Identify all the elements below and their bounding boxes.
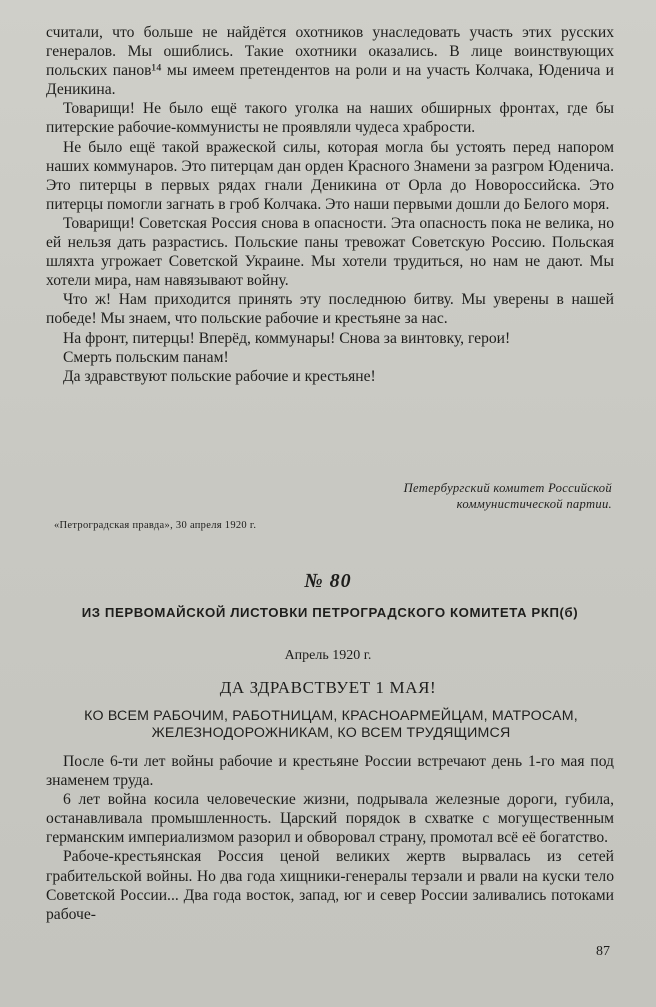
document-heading: ИЗ ПЕРВОМАЙСКОЙ ЛИСТОВКИ ПЕТРОГРАДСКОГО КОМИТЕТА РКП(б): [81, 605, 579, 620]
paragraph: На фронт, питерцы! Вперёд, коммунары! Снова за винтовку, герои!: [63, 329, 511, 347]
main-text-bottom: [46, 752, 614, 924]
paragraph: Рабоче-крестьянская Россия ценой великих жертв вырвалась из сетей грабительской войны. Но два года хищники-генералы терзали и рвали на куски тело Советской России... Два года восток, запад, юг и север России заливались потоками рабоче-: [46, 848, 614, 923]
paragraph: считали, что больше не найдётся охотников унаследовать участь этих русских генералов. Мы ошиблись. Такие охотники оказались. В лице воинствующих польских панов¹⁴ мы имеем претендентов на роли и на участь Колчака, Юденича и Деникина.: [46, 24, 614, 99]
main-text-top: [46, 23, 614, 386]
paragraph: Товарищи! Советская Россия снова в опасности. Эта опасность пока не велика, но ей нельзя дать разрастись. Польские паны тревожат Советскую Россию. Польская шляхта угрожает Советской Украине. Мы хотели трудиться, но нам не дают. Мы хотели мира, нам навязывают войну.: [46, 214, 614, 290]
document-number: № 80: [304, 570, 352, 592]
address-heading: КО ВСЕМ РАБОЧИМ, РАБОТНИЦАМ, КРАСНОАРМЕЙЦАМ, МАТРОСАМ, ЖЕЛЕЗНОДОРОЖНИКАМ, КО ВСЕМ ТРУДЯЩИМСЯ: [84, 708, 578, 741]
paragraph: 6 лет война косила человеческие жизни, подрывала железные дороги, губила, останавливала промышленность. Царский порядок в схватке с могущественным германским империализмом разорил и обворовал страну, промотал всё её богатство.: [46, 791, 614, 847]
paragraph: Не было ещё такой вражеской силы, которая могла бы устоять перед напором наших коммунаров. Это питерцам дан орден Красного Знамени за разгром Юденича. Это питерцы в первых рядах гнали Деникина от Орла до Новороссийска. Это питерцы помогли загнать в гроб Колчака. Это наши первыми дошли до Белого моря.: [46, 138, 614, 213]
signature-line: коммунистической партии.: [456, 497, 612, 511]
paragraph: Смерть польским панам!: [63, 348, 229, 366]
paragraph: Товарищи! Не было ещё такого уголка на наших обширных фронтах, где бы питерские рабочие-коммунисты не проявляли чудеса храбрости.: [46, 100, 614, 137]
paragraph: Что ж! Нам приходится принять эту последнюю битву. Мы уверены в нашей победе! Мы знаем, что польские рабочие и крестьяне за нас.: [46, 291, 614, 328]
source-note: «Петроградская правда», 30 апреля 1920 г.: [54, 520, 257, 531]
page-number: 87: [596, 944, 610, 959]
paragraph: Да здравствуют польские рабочие и крестьяне!: [63, 367, 376, 385]
signature: [330, 480, 612, 512]
slogan-title: ДА ЗДРАВСТВУЕТ 1 МАЯ!: [219, 678, 437, 697]
signature-line: Петербургский комитет Российской: [403, 481, 612, 495]
document-date: Апрель 1920 г.: [284, 648, 372, 663]
paragraph: После 6-ти лет войны рабочие и крестьяне России встречают день 1-го мая под знаменем труда.: [46, 753, 614, 790]
